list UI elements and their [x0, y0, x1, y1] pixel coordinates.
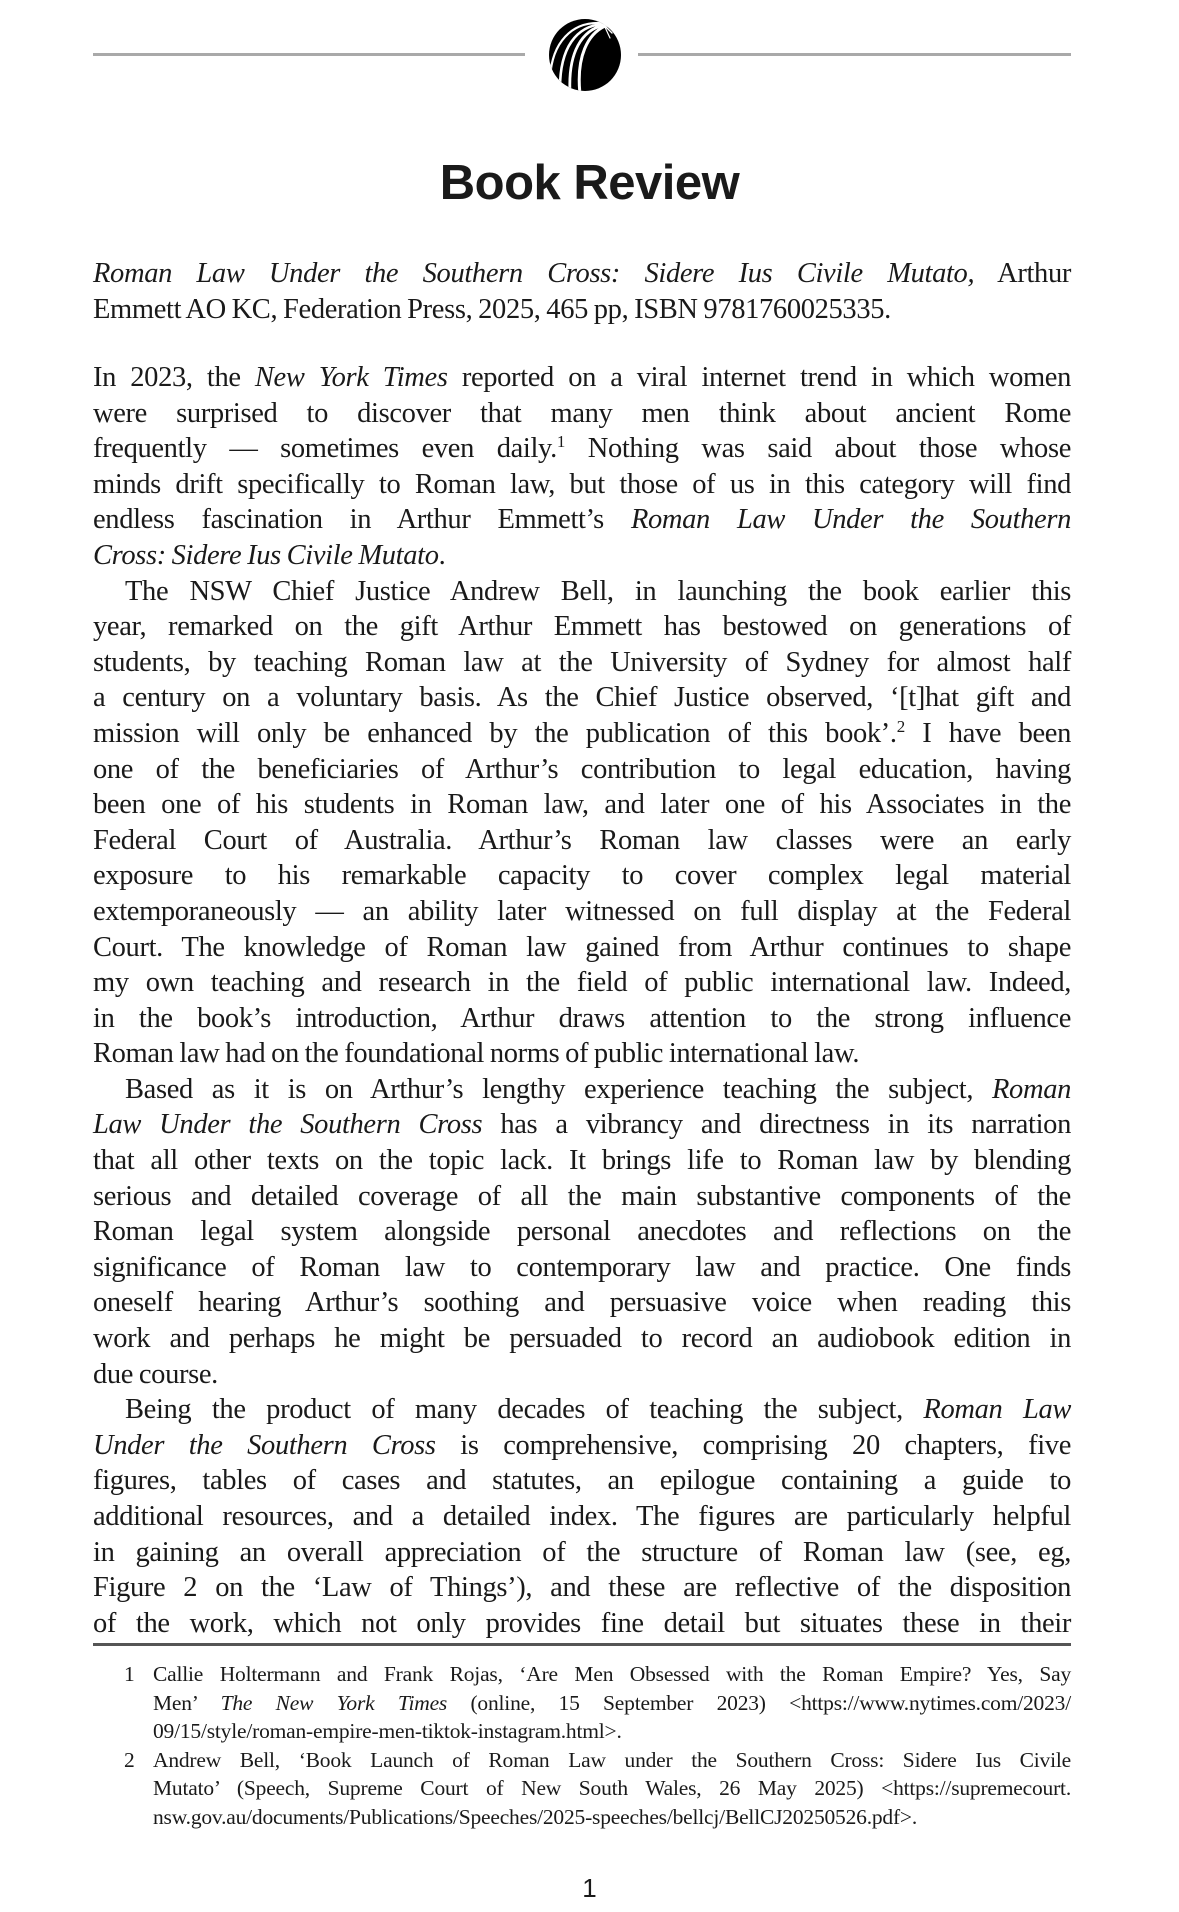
text-run: Nothing was said about those whose	[565, 433, 1072, 465]
footnote-number: 2	[124, 1747, 135, 1772]
text-run: were surprised to discover that many men think about ancient Rome	[93, 397, 1071, 429]
paragraph-line	[93, 431, 1071, 467]
text-run: of the work, which not only provides fine detail but situates these in their	[93, 1607, 1071, 1639]
paragraph-line	[93, 716, 1071, 752]
paragraph-line	[93, 609, 1071, 645]
italic-text: Under the Southern Cross	[93, 1429, 436, 1461]
text-run: In 2023, the	[93, 362, 255, 393]
text-run: in gaining an overall appreciation of the structure of Roman law (see, eg,	[93, 1536, 1071, 1568]
footnote-reference[interactable]: 2	[896, 716, 905, 736]
text-run: students, by teaching Roman law at the University of Sydney for almost half	[93, 646, 1071, 678]
text-run: .	[438, 539, 446, 571]
text-run: been one of his students in Roman law, and later one of his Associates in the	[93, 789, 1071, 821]
text-run: Mutato’ (Speech, Supreme Court of New South Wales, 26 May 2025) <https://supremecourt.	[153, 1776, 1071, 1800]
paragraph-line	[93, 1428, 1071, 1464]
paragraph-line	[93, 1499, 1071, 1535]
paragraph	[93, 360, 1071, 574]
text-run: extemporaneously — an ability later witnessed on full display at the Federal	[93, 895, 1071, 927]
footnote-separator	[93, 1643, 1071, 1646]
paragraph-line	[93, 823, 1071, 859]
globe-logo-icon	[548, 18, 622, 92]
paragraph-line	[93, 1392, 1071, 1428]
text-run: Callie Holtermann and Frank Rojas, ‘Are Men Obsessed with the Roman Empire? Yes, Say	[153, 1662, 1071, 1686]
paragraph	[93, 1072, 1071, 1392]
footnote-line	[153, 1774, 1071, 1803]
text-run: reported on a viral internet trend in which women	[447, 362, 1071, 393]
footnote	[93, 1746, 1071, 1832]
paragraph-line	[93, 1036, 1071, 1072]
footnote-line	[153, 1746, 1071, 1775]
paragraph-line	[93, 1107, 1071, 1143]
text-run: year, remarked on the gift Arthur Emmett has bestowed on generations of	[93, 611, 1071, 643]
italic-text: The New York Times	[220, 1690, 448, 1715]
text-run: a century on a voluntary basis. As the Chief Justice observed, ‘[t]hat gift and	[93, 682, 1071, 714]
paragraph	[93, 1392, 1071, 1641]
text-run: mission will only be enhanced by the publication of this book’.	[93, 717, 897, 749]
text-run: Being the product of many decades of teaching the subject,	[125, 1394, 924, 1426]
paragraph-line	[93, 1072, 1071, 1108]
footnote-number: 1	[124, 1662, 135, 1686]
text-run: figures, tables of cases and statutes, an epilogue containing a guide to	[93, 1465, 1071, 1497]
footnote	[93, 1660, 1071, 1746]
header-rule-left	[93, 53, 525, 56]
paragraph-line	[93, 360, 1071, 396]
text-run: nsw.gov.au/documents/Publications/Speeches/2025-speeches/bellcj/BellCJ20250526.pdf>.	[153, 1804, 918, 1829]
paragraph-line	[93, 752, 1071, 788]
text-run: Based as it is on Arthur’s lengthy experience teaching the subject,	[125, 1073, 992, 1105]
text-run: one of the beneficiaries of Arthur’s contribution to legal education, having	[93, 753, 1071, 785]
paragraph-line	[93, 930, 1071, 966]
text-run: has a vibrancy and directness in its narration	[482, 1109, 1071, 1141]
text-run: Figure 2 on the ‘Law of Things’), and these are reflective of the disposition	[93, 1572, 1071, 1604]
text-run: Court. The knowledge of Roman law gained from Arthur continues to shape	[93, 931, 1071, 963]
footnote-line	[153, 1803, 1071, 1832]
footnote-line	[153, 1660, 1071, 1689]
text-run: in the book’s introduction, Arthur draws attention to the strong influence	[93, 1002, 1071, 1034]
text-run: Federal Court of Australia. Arthur’s Roman law classes were an early	[93, 824, 1071, 856]
citation-line	[93, 292, 1071, 328]
text-run: due course.	[93, 1358, 218, 1390]
footnotes	[93, 1660, 1071, 1831]
text-run: exposure to his remarkable capacity to cover complex legal material	[93, 860, 1071, 892]
paragraph-line	[93, 1570, 1071, 1606]
text-run: my own teaching and research in the field of public international law. Indeed,	[93, 967, 1071, 999]
text-run: The NSW Chief Justice Andrew Bell, in launching the book earlier this	[125, 575, 1071, 607]
paragraph-line	[93, 502, 1071, 538]
paragraph-line	[93, 787, 1071, 823]
footnote-line	[153, 1717, 1071, 1746]
italic-text: Roman Law	[923, 1394, 1071, 1426]
text-run: I have been	[904, 717, 1071, 749]
page-title: Book Review	[439, 156, 740, 210]
page-number: 1	[582, 1873, 597, 1903]
paragraph-line	[93, 1357, 1071, 1393]
paragraph-line	[93, 467, 1071, 503]
paragraph-line	[93, 1535, 1071, 1571]
paragraph-line	[93, 1001, 1071, 1037]
paragraph-line	[93, 1463, 1071, 1499]
paragraph	[93, 574, 1071, 1072]
paragraph-line	[93, 894, 1071, 930]
paragraph-line	[93, 1143, 1071, 1179]
header-rule-right	[638, 53, 1071, 56]
text-run: Andrew Bell, ‘Book Launch of Roman Law under the Southern Cross: Sidere Ius Civile	[153, 1747, 1071, 1772]
text-run: 09/15/style/roman-empire-men-tiktok-instagram.html>.	[153, 1719, 622, 1743]
paragraph-line	[93, 1285, 1071, 1321]
text-run: endless fascination in Arthur Emmett’s	[93, 504, 631, 536]
paragraph-line	[93, 858, 1071, 894]
text-run: work and perhaps he might be persuaded to record an audiobook edition in	[93, 1323, 1071, 1355]
text-run: significance of Roman law to contemporary law and practice. One finds	[93, 1251, 1071, 1283]
paragraph-line	[93, 645, 1071, 681]
paragraph-line	[93, 1214, 1071, 1250]
citation-line	[93, 256, 1071, 292]
review-body	[93, 360, 1071, 1641]
footnote-reference[interactable]: 1	[556, 432, 566, 452]
italic-text: Cross: Sidere Ius Civile Mutato	[93, 539, 439, 571]
book-citation	[93, 256, 1071, 327]
paragraph-line	[93, 965, 1071, 1001]
text-run: Roman legal system alongside personal anecdotes and reflections on the	[93, 1216, 1071, 1248]
text-run: Men’	[153, 1690, 221, 1715]
paragraph-line	[93, 574, 1071, 610]
italic-text: Roman	[992, 1073, 1071, 1105]
text-run: that all other texts on the topic lack. It brings life to Roman law by blending	[93, 1145, 1071, 1177]
text-run: Arthur	[974, 258, 1071, 289]
text-run: serious and detailed coverage of all the main substantive components of the	[93, 1180, 1071, 1212]
paragraph-line	[93, 1321, 1071, 1357]
italic-text: Law Under the Southern Cross	[93, 1109, 483, 1141]
paragraph-line	[93, 396, 1071, 432]
footnote-line	[153, 1689, 1071, 1718]
italic-text: New York Times	[254, 362, 448, 393]
paragraph-line	[93, 1179, 1071, 1215]
paragraph-line	[93, 680, 1071, 716]
text-run: minds drift specifically to Roman law, but those of us in this category will find	[93, 468, 1071, 500]
paragraph-line	[93, 538, 1071, 574]
text-run: Roman law had on the foundational norms of public international law.	[93, 1038, 860, 1070]
italic-text: Roman Law Under the Southern	[630, 504, 1071, 536]
text-run: is comprehensive, comprising 20 chapters, five	[435, 1429, 1071, 1461]
text-run: Emmett AO KC, Federation Press, 2025, 465 pp, ISBN 9781760025335.	[93, 293, 891, 325]
paragraph-line	[93, 1250, 1071, 1286]
text-run: oneself hearing Arthur’s soothing and persuasive voice when reading this	[93, 1287, 1071, 1319]
text-run: (online, 15 September 2023) <https://www.nytimes.com/2023/	[447, 1690, 1071, 1715]
text-run: frequently — sometimes even daily.	[93, 433, 557, 465]
text-run: additional resources, and a detailed index. The figures are particularly helpful	[93, 1501, 1071, 1532]
paragraph-line	[93, 1606, 1071, 1642]
italic-text: Roman Law Under the Southern Cross: Sidere Ius Civile Mutato,	[93, 258, 975, 289]
